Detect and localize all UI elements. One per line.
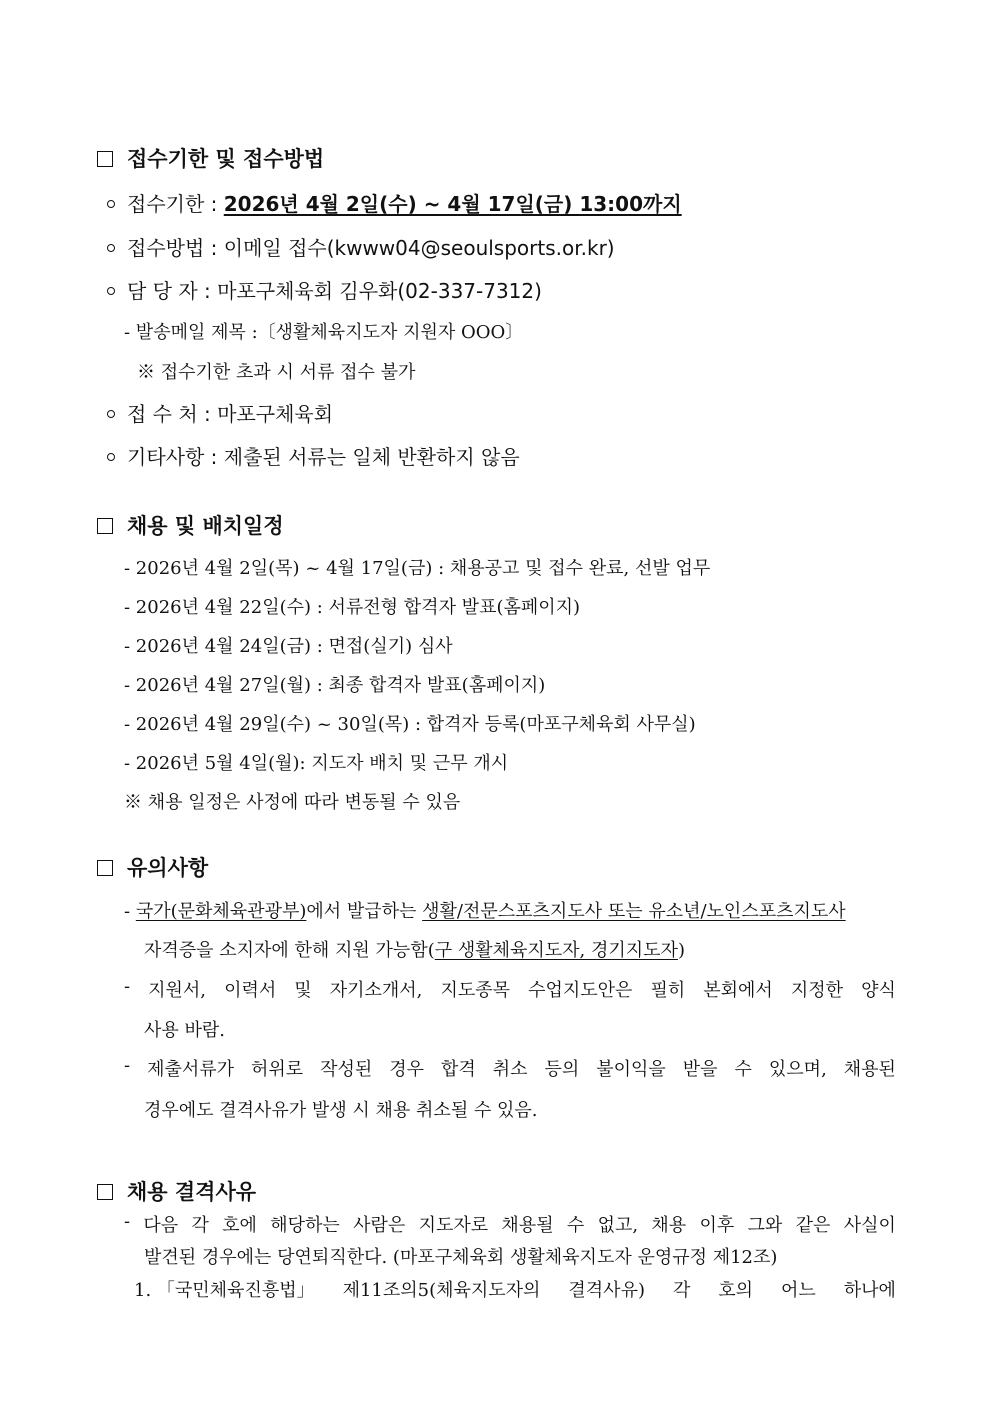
disqualification-clause-1: 1. 「국민체육진흥법」 제11조의5(체육지도자의 결격사유) 각 호의 어느 하나에 (134, 1280, 896, 1301)
checkbox-square-icon (97, 860, 113, 876)
schedule-item: - 2026년 4월 2일(목) ~ 4월 17일(금) : 채용공고 및 접수 완료, 선발 업무 (124, 558, 711, 579)
late-submission-note: ※ 접수기한 초과 시 서류 접수 불가 (137, 362, 416, 383)
schedule-item: - 2026년 4월 24일(금) : 면접(실기) 심사 (124, 636, 453, 657)
notes-item-2-line-1: - 지원서, 이력서 및 자기소개서, 지도종목 수업지도안은 필히 본회에서 지정한 양식 (124, 976, 896, 1001)
schedule-item: - 2026년 4월 22일(수) : 서류전형 합격자 발표(홈페이지) (124, 597, 581, 618)
section-heading-notes: 유의사항 (97, 852, 208, 882)
schedule-item: - 2026년 4월 29일(수) ~ 30일(목) : 합격자 등록(마포구체육회 사무실) (124, 714, 696, 735)
schedule-item: - 2026년 5월 4일(월): 지도자 배치 및 근무 개시 (124, 753, 509, 774)
schedule-item: - 2026년 4월 27일(월) : 최종 합격자 발표(홈페이지) (124, 675, 546, 696)
section-heading-schedule: 채용 및 배치일정 (97, 510, 284, 540)
notes-item-3-line-2: 경우에도 결격사유가 발생 시 채용 취소될 수 있음. (144, 1100, 538, 1121)
circle-bullet-icon (107, 244, 115, 252)
section-heading-disqualification: 채용 결격사유 (97, 1176, 256, 1206)
circle-bullet-icon (107, 200, 115, 208)
notes-item-2-line-2: 사용 바람. (144, 1020, 225, 1041)
reception-deadline: 접수기한 : 2026년 4월 2일(수) ~ 4월 17일(금) 13:00까지 (107, 188, 682, 217)
schedule-note: ※ 채용 일정은 사정에 따라 변동될 수 있음 (124, 792, 461, 813)
circle-bullet-icon (107, 453, 115, 461)
checkbox-square-icon (97, 518, 113, 534)
notes-item-3-line-1: - 제출서류가 허위로 작성된 경우 합격 취소 등의 불이익을 받을 수 있으며, 채용된 (124, 1055, 896, 1080)
reception-contact: 담 당 자 : 마포구체육회 김우화(02-337-7312) (107, 275, 542, 304)
notes-item-1-line-1: - 국가(문화체육관광부)에서 발급하는 생활/전문스포츠지도사 또는 유소년/노인스포츠지도사 (124, 901, 846, 922)
circle-bullet-icon (107, 287, 115, 295)
circle-bullet-icon (107, 410, 115, 418)
reception-other: 기타사항 : 제출된 서류는 일체 반환하지 않음 (107, 441, 520, 470)
reception-office: 접 수 처 : 마포구체육회 (107, 398, 333, 427)
checkbox-square-icon (97, 151, 113, 167)
section-heading-reception: 접수기한 및 접수방법 (97, 143, 324, 173)
disqualification-item-line-2: 발견된 경우에는 당연퇴직한다. (마포구체육회 생활체육지도자 운영규정 제12조) (144, 1247, 778, 1268)
notes-item-1-line-2: 자격증을 소지자에 한해 지원 가능함(구 생활체육지도자, 경기지도자) (144, 940, 685, 961)
checkbox-square-icon (97, 1184, 113, 1200)
mail-subject-note: - 발송메일 제목 :〔생활체육지도자 지원자 OOO〕 (124, 322, 524, 343)
reception-method: 접수방법 : 이메일 접수(kwww04@seoulsports.or.kr) (107, 232, 615, 261)
disqualification-item-line-1: - 다음 각 호에 해당하는 사람은 지도자로 채용될 수 없고, 채용 이후 그와 같은 사실이 (124, 1211, 896, 1236)
